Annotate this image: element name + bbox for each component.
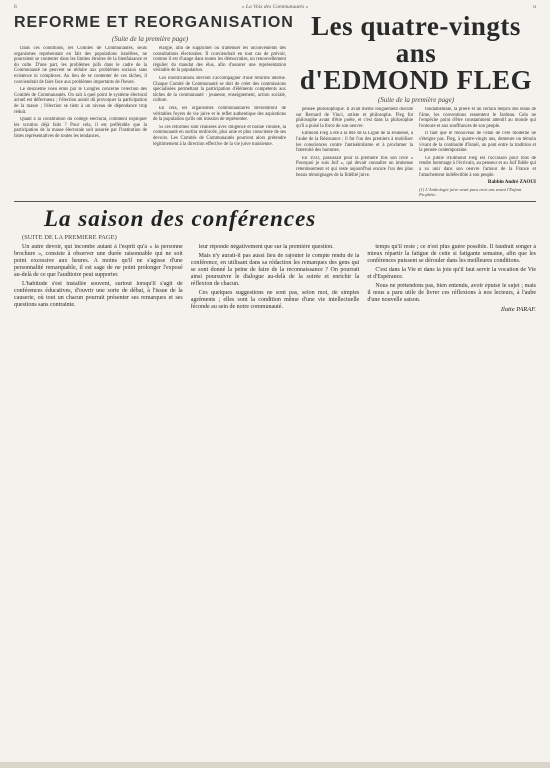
paragraph: Le deuxième voeu émis par le Congrès concerne l'élection des Comités de Communautés. On sait à quel point le système électoral actuel est défectueux ; l'élection aurait dû provoquer la participation de la masse ; l'élection se tient à un niveau de dépendance trop réduit. — [14, 87, 147, 115]
paragraph: Nous ne prétendons pas, bien entendu, avoir épuisé le sujet ; mais il nous a paru utile de livrer ces réflexions à nos lecteurs, à l'aube d'une nouvelle saison. — [367, 283, 537, 304]
conferences-columns — [14, 244, 536, 313]
page-bottom-edge — [0, 762, 550, 768]
paragraph: En cela, les organismes communautaires deviendront de véritables foyers de vie juive et le reflet authentique des aspirations de la population qu'ils ont mission de représenter. — [153, 105, 286, 123]
fleg-column-2 — [419, 107, 536, 197]
paragraph: L'habitude s'est installée souvent, surtout lorsqu'il s'agit de conférences éducatives, d'ouvrir une sorte de débat, à l'issue de la causerie, où tout un chacun pourrait présenter ses remarques et ses questions sans contrainte. — [14, 281, 183, 309]
paragraph: pensée philosophique. Il avait même longuement discuté sur Bernard de Vinci, artiste et philosophe. Fleg fut philosophe avant d'être poète, et c'est dans la philosophie qu'il a puisé la force de son oeuvre. — [296, 107, 413, 129]
section-divider — [14, 201, 536, 202]
fleg-signature: Rabbin André ZAOUI — [487, 180, 536, 186]
page-number: 6 — [14, 4, 17, 10]
conferences-column-2 — [191, 244, 360, 313]
paragraph: temps qu'il reste ; ce n'est plus guère possible. Il faudrait songer à mieux répartir la fatigue de cette si fatigante semaine, afin que les conférences puissent se dérouler dans les meilleures conditions. — [367, 244, 537, 265]
paragraph: Si ces réformes sont réalisées avec diligence et bonne volonté, la communauté en sortira renforcée, plus unie et plus consciente de ses devoirs. Les Comités de Communautés pourront alors prétendre légitimement à la direction effective de la vie juive tunisienne. — [153, 124, 286, 147]
paragraph: Mais n'y aurait-il pas aussi lieu de rajouter le compte rendu de la conférence, en utilisant dans sa rédaction les remarques des gens qui se sont donné la peine de faire de la reconnaissance ? On pourrait ainsi poursuivre le dialogue au-delà de la soirée et enrichir la réflexion de chacun. — [190, 253, 360, 288]
paragraph: leur réponde négativement que sur la première question. — [198, 244, 334, 251]
paragraph: Ces quelques suggestions ne sont pas, selon moi, de simples agréments ; elles sont la condition même d'une vie intellectuelle féconde au sein de notre communauté. — [190, 290, 360, 311]
reform-article — [14, 13, 294, 197]
fleg-title-line-2: d'EDMOND FLEG — [299, 65, 533, 95]
reform-columns — [14, 46, 286, 149]
paragraph: fondamentale, la prière et un certain mépris des élans de l'âme, les conventions ressentent le fardeau. Cela ne l'empêche point d'être constamment attentif au monde qui l'entoure et aux souffrances de son peuple. — [419, 107, 536, 129]
paragraph: En 1933, paraissait pour la première fois son livre « Pourquoi je suis Juif », qui devait connaître un immense retentissement et qui reste aujourd'hui encore l'un des plus beaux témoignages de la fidélité juive. — [296, 155, 413, 178]
reform-title: REFORME ET REORGANISATION — [14, 14, 294, 31]
reform-column-2 — [153, 46, 286, 149]
conferences-column-1 — [14, 244, 183, 313]
fleg-footnote: (1) L'Anthologie juive avait paru trois ans avant l'Enfant Prophète. — [419, 187, 522, 198]
paragraph: C'est dans la Vie et dans la joie qu'il faut servir la vocation de Vie et d'Espérance. — [367, 267, 537, 281]
fleg-subtitle: (Suite de la première page) — [377, 96, 455, 104]
fleg-column-1 — [296, 107, 413, 197]
conferences-column-3 — [367, 244, 536, 313]
conferences-signature: Ilatte PARAF. — [500, 306, 537, 314]
fleg-title-line-1: Les quatre-vingts ans — [311, 11, 521, 68]
paragraph: Un autre devoir, qui incombe autant à l'esprit qu'à « la personne brochure », consiste à observer une durée raisonnable qui ne soit point excessive aux heures. A moins qu'il ne s'agisse d'une personnalité remarquable, il est sage de ne point prolonger l'exposé au-delà de ce que l'auditoire peut supporter. — [14, 244, 183, 279]
running-header — [14, 4, 536, 11]
paragraph: Edmond Fleg a été à la tête de la Ligue de la Jeunesse, à l'aube de la Résistance ; il fut l'un des premiers à mobiliser les consciences contre l'antisémitisme et à proclamer la fraternité des hommes. — [296, 131, 413, 154]
reform-subtitle: (Suite de la première page) — [111, 35, 189, 43]
conferences-article — [14, 206, 536, 313]
paragraph: Il faut que le renouveau de l'élan de l'ère moderne ne s'éteigne pas. Fleg, à quatre-vingts ans, demeure un témoin vivant de la continuité d'Israël, un pont entre la tradition et la pensée contemporaine. — [419, 131, 536, 154]
paragraph: élargie, afin de supprimer ou d'atténuer les inconvénients des consultations électorales. Il conviendrait en tout cas de prévoir, comme il est d'usage dans toutes les démocraties, un renouvellement régulier du mandat des élus, afin d'assurer une représentation véritable de la population. — [153, 46, 286, 74]
publication-name: « La Voix des Communautés » — [241, 4, 309, 10]
fleg-columns — [296, 107, 536, 197]
paragraph: Quant à la constitution du collège électoral, comment expliquer les scrutins déjà faits ? Pour cela, il est préférable que la participation de la masse électorale soit assurée par l'institution de listes représentatives de toutes les tendances. — [14, 117, 147, 139]
reform-column-1 — [14, 46, 147, 149]
paragraph: Dans ces conditions, les Comités de Communautés, seuls organismes représentant en fait des populations israélites, ne pourraient se contenter dans les limites étroites de la bienfaisance et du culte. D'une part, les problèmes juifs dans le cadre de la Communauté ne peuvent se réduire aux problèmes sociaux sans existence ni complexes. Au lieu de se contenter de ces tâches, il conviendrait de faire face aux problèmes importants de l'heure. — [14, 46, 147, 85]
conferences-title: La saison des conférences — [44, 206, 317, 232]
conferences-subtitle: (SUITE DE LA PREMIERE PAGE) — [22, 234, 117, 242]
paragraph: Ce jubilé d'Edmond Fleg est l'occasion pour tous de rendre hommage à l'écrivain, au penseur et au Juif fidèle qui a su unir dans son oeuvre l'amour de la France et l'attachement indéfectible à son peuple. — [419, 155, 536, 178]
fleg-article — [296, 13, 536, 197]
header-mark: n — [533, 4, 536, 10]
paragraph: Ces modifications devront s'accompagner d'une réforme interne. Chaque Comité de Communauté se doit de créer des commissions spécialisées permettant la participation d'éléments compétents aux tâches de la communauté : jeunesse, enseignement, action sociale, culture. — [153, 75, 286, 104]
top-section — [14, 13, 536, 197]
